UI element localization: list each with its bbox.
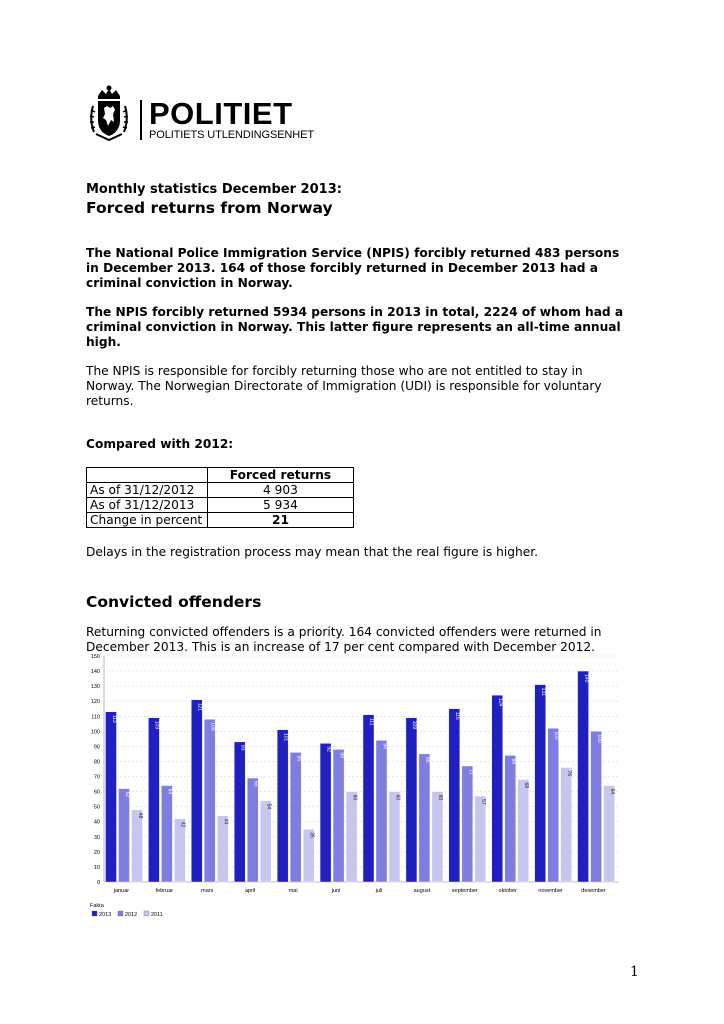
bar-value-label: 60 [394, 794, 401, 801]
legend-label: 2012 [125, 912, 138, 918]
y-tick-label: 100 [90, 729, 100, 736]
bar-value-label: 60 [437, 794, 444, 801]
bar [535, 685, 546, 882]
bar-value-label: 124 [497, 698, 504, 707]
bar-value-label: 64 [608, 788, 615, 795]
x-tick-label: desember [581, 888, 606, 894]
bar [449, 709, 460, 882]
y-tick-label: 90 [93, 744, 100, 751]
bar-value-label: 121 [196, 702, 203, 712]
y-tick-label: 40 [93, 819, 100, 826]
table-header-row [87, 468, 354, 483]
bar-value-label: 113 [110, 714, 117, 723]
bar [217, 816, 228, 882]
row-value: 5 934 [208, 498, 354, 513]
x-tick-label: september [451, 888, 478, 894]
bar [475, 796, 486, 882]
bar [561, 767, 572, 882]
bar [505, 755, 516, 882]
legend-label: 2013 [99, 912, 112, 918]
bar-value-label: 60 [351, 794, 358, 801]
y-tick-label: 0 [96, 880, 100, 886]
police-crest-logo [86, 84, 132, 142]
bar-value-label: 92 [325, 746, 332, 752]
x-tick-label: april [245, 888, 256, 894]
bar-value-label: 108 [209, 722, 216, 731]
bar [106, 712, 117, 882]
responsibility-paragraph: The NPIS is responsible for forcibly returning those who are not entitled to stay in Norway. The Norwegian Directorate of Immigration (UDI) is responsible for voluntary returns. [86, 364, 602, 408]
bar [518, 780, 529, 882]
delay-note: Delays in the registration process may mean that the real figure is higher. [86, 545, 538, 559]
bar-value-label: 102 [552, 731, 559, 740]
bar [462, 766, 473, 882]
bar [119, 789, 130, 882]
bar [320, 743, 331, 882]
y-tick-label: 140 [90, 669, 100, 676]
legend-swatch [118, 911, 123, 916]
bar-value-label: 76 [565, 770, 572, 777]
row-value: 21 [208, 513, 354, 528]
row-label: As of 31/12/2013 [87, 498, 208, 513]
bar-value-label: 35 [308, 832, 315, 838]
comparison-table [86, 467, 354, 528]
bar [346, 792, 357, 882]
bar-value-label: 68 [523, 782, 530, 789]
bar-value-label: 84 [510, 758, 517, 765]
bar [148, 718, 159, 882]
bar [578, 671, 589, 882]
row-label: Change in percent [87, 513, 208, 528]
bar [204, 719, 215, 882]
bar-value-label: 88 [338, 752, 345, 758]
bar [247, 778, 258, 882]
bar [548, 728, 559, 882]
y-tick-label: 80 [93, 759, 100, 766]
bar [376, 740, 387, 882]
bar [260, 801, 271, 882]
row-label: As of 31/12/2012 [87, 483, 208, 498]
bar [363, 715, 374, 882]
brand-name: POLITIET [149, 96, 293, 131]
x-tick-label: mai [288, 888, 298, 894]
legend-swatch [144, 911, 149, 916]
bar-value-label: 93 [239, 744, 246, 751]
bar [604, 786, 615, 882]
y-tick-label: 20 [93, 849, 100, 856]
bar [389, 792, 400, 882]
bar [191, 700, 202, 882]
table-row [87, 483, 354, 498]
x-tick-label: juli [375, 888, 383, 894]
column-header: Forced returns [208, 468, 354, 483]
bar [419, 754, 430, 882]
x-tick-label: november [538, 888, 563, 894]
y-tick-label: 50 [93, 804, 100, 811]
bar-value-label: 62 [123, 791, 130, 798]
page-number: 1 [630, 964, 639, 980]
table-row [87, 513, 354, 528]
bar [174, 819, 185, 882]
bar-value-label: 109 [411, 720, 418, 730]
convicted-paragraph: Returning convicted offenders is a priority. 164 convicted offenders were returned in December 2013. This is an increase of 17 per cent compared with December 2012. [86, 625, 602, 654]
legend-swatch [92, 911, 97, 916]
bar [492, 695, 503, 882]
y-tick-label: 110 [91, 714, 100, 721]
bar [333, 749, 344, 882]
y-tick-label: 60 [93, 789, 100, 796]
y-tick-label: 130 [90, 684, 100, 691]
bar-value-label: 140 [582, 674, 589, 683]
legend-title: Fakta [90, 903, 104, 909]
report-subtitle: Forced returns from Norway [86, 199, 333, 217]
report-title: Monthly statistics December 2013: [86, 182, 342, 197]
y-tick-label: 30 [93, 834, 100, 841]
y-tick-label: 10 [93, 864, 100, 871]
y-tick-label: 70 [93, 774, 100, 781]
bar [132, 810, 143, 882]
bar [432, 792, 443, 882]
bar-value-label: 111 [368, 717, 375, 726]
bar-value-label: 69 [252, 781, 259, 787]
bar-value-label: 100 [595, 734, 602, 743]
summary-paragraph-2: The NPIS forcibly returned 5934 persons in 2013 in total, 2224 of whom had a criminal conviction in Norway. This latter figure represents an all-time annual high. [86, 305, 624, 349]
bar [277, 730, 288, 882]
y-tick-label: 150 [90, 654, 100, 660]
bar-value-label: 44 [222, 818, 229, 825]
bar-value-label: 54 [265, 803, 272, 810]
bar-value-label: 42 [179, 821, 186, 828]
bar [290, 752, 301, 882]
section-heading: Convicted offenders [86, 593, 262, 611]
table-corner-cell [87, 468, 208, 483]
brand-unit: POLITIETS UTLENDINGSENHET [149, 129, 314, 141]
bar-value-label: 85 [424, 756, 431, 763]
x-tick-label: oktober [498, 888, 517, 894]
x-tick-label: august [413, 888, 431, 894]
bar-value-label: 48 [136, 812, 143, 819]
monthly-bar-chart [86, 650, 626, 925]
bar-value-label: 77 [467, 768, 474, 775]
bar-value-label: 101 [282, 732, 289, 742]
bar-value-label: 86 [295, 755, 302, 761]
bar-value-label: 64 [166, 788, 173, 795]
x-tick-label: februar [155, 888, 174, 894]
header-divider [140, 100, 142, 140]
bar [406, 718, 417, 882]
bar-value-label: 115 [454, 711, 461, 720]
row-value: 4 903 [208, 483, 354, 498]
legend-label: 2011 [151, 912, 163, 918]
summary-paragraph-1: The National Police Immigration Service (NPIS) forcibly returned 483 persons in December 2013. 164 of those forcibly returned in December 2013 had a criminal conviction in Norway. [86, 246, 620, 290]
bar [234, 742, 245, 882]
bar-value-label: 57 [480, 799, 487, 805]
y-tick-label: 120 [90, 699, 100, 706]
x-tick-label: mars [201, 888, 214, 894]
bar [591, 731, 602, 882]
bar [161, 786, 172, 882]
x-tick-label: juni [331, 888, 341, 894]
bar-value-label: 109 [153, 720, 160, 730]
x-tick-label: januar [113, 888, 130, 894]
table-row [87, 498, 354, 513]
compare-heading: Compared with 2012: [86, 437, 234, 451]
bar-value-label: 131 [539, 687, 546, 696]
bar-value-label: 94 [381, 743, 388, 749]
